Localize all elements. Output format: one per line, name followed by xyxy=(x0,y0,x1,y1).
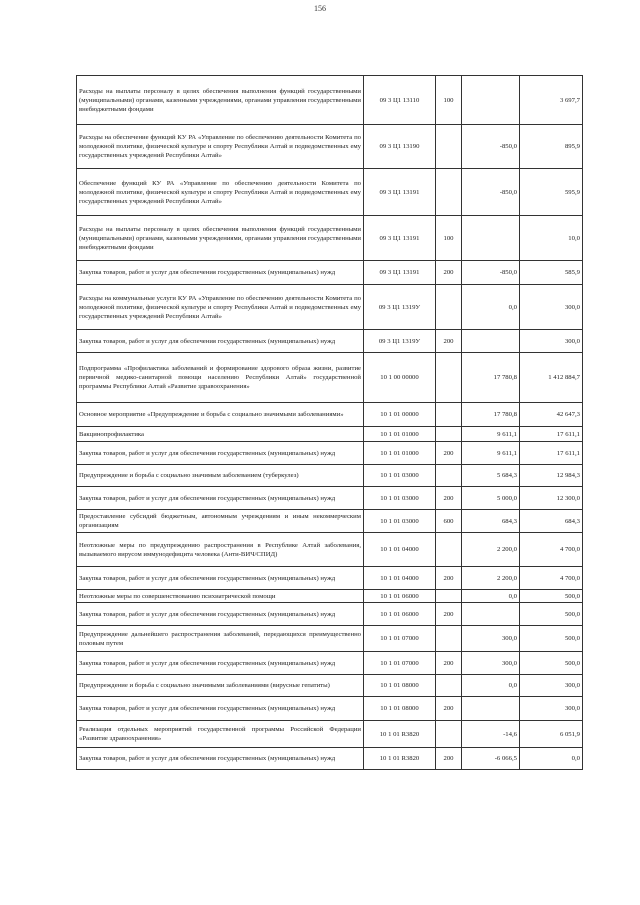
row-change-cell: 5 684,3 xyxy=(462,465,520,487)
row-name-cell: Обеспечение функций КУ РА «Управление по обеспечению деятельности Комитета по молодежной политике, физической культуре и спорту Республики Алтай и подведомственных ему государственных учреждений Республики Алтай» xyxy=(77,169,364,216)
row-code-cell: 10 1 01 07000 xyxy=(364,652,436,675)
page-number: 156 xyxy=(314,4,326,13)
row-expense-type-cell: 200 xyxy=(436,603,462,626)
row-change-cell: 2 200,0 xyxy=(462,533,520,567)
row-total-cell: 6 051,9 xyxy=(520,721,583,748)
row-total-cell: 500,0 xyxy=(520,652,583,675)
row-expense-type-cell xyxy=(436,626,462,652)
row-code-cell: 09 3 Ц1 1319У xyxy=(364,330,436,353)
row-code-cell: 09 3 Ц1 13191 xyxy=(364,261,436,285)
row-change-cell: 0,0 xyxy=(462,590,520,603)
row-name-cell: Неотложные меры по предупреждению распространения в Республике Алтай заболевания, вызываемого вирусом иммунодефицита человека (Анти-ВИЧ/СПИД) xyxy=(77,533,364,567)
row-expense-type-cell: 200 xyxy=(436,487,462,510)
row-change-cell xyxy=(462,330,520,353)
table-row xyxy=(77,125,583,169)
row-code-cell: 10 1 01 00000 xyxy=(364,403,436,427)
row-total-cell: 585,9 xyxy=(520,261,583,285)
budget-table xyxy=(76,75,583,770)
row-name-cell: Расходы на обеспечение функций КУ РА «Управление по обеспечению деятельности Комитета по молодежной политике, физической культуре и спорту Республики Алтай и подведомственных ему государственных учреждений Республики Алтай» xyxy=(77,125,364,169)
row-name-cell: Подпрограмма «Профилактика заболеваний и формирование здорового образа жизни, развитие первичной медико-санитарной помощи населению Республики Алтай» государственной программы Республики Алтай «Развитие здравоохранения» xyxy=(77,353,364,403)
row-code-cell: 10 1 01 04000 xyxy=(364,533,436,567)
row-name-cell: Реализация отдельных мероприятий государственной программы Российской Федерации «Развитие здравоохранения» xyxy=(77,721,364,748)
row-code-cell: 10 1 01 07000 xyxy=(364,626,436,652)
row-name-cell: Закупка товаров, работ и услуг для обеспечения государственных (муниципальных) нужд xyxy=(77,603,364,626)
row-total-cell: 895,9 xyxy=(520,125,583,169)
row-expense-type-cell xyxy=(436,169,462,216)
row-change-cell: 0,0 xyxy=(462,285,520,330)
row-change-cell xyxy=(462,76,520,125)
row-total-cell: 3 697,7 xyxy=(520,76,583,125)
row-name-cell: Предупреждение дальнейшего распространения заболеваний, передающихся преимущественно половым путем xyxy=(77,626,364,652)
table-row xyxy=(77,353,583,403)
row-code-cell: 10 1 01 03000 xyxy=(364,510,436,533)
row-expense-type-cell xyxy=(436,465,462,487)
table-row xyxy=(77,697,583,721)
row-name-cell: Расходы на выплаты персоналу в целях обеспечения выполнения функций государственными (муниципальными) органами, казенными учреждениями, органами управления государственными внебюджетными фондами xyxy=(77,216,364,261)
row-expense-type-cell xyxy=(436,675,462,697)
row-expense-type-cell xyxy=(436,353,462,403)
row-total-cell: 4 700,0 xyxy=(520,533,583,567)
row-expense-type-cell xyxy=(436,125,462,169)
row-total-cell: 300,0 xyxy=(520,285,583,330)
row-change-cell xyxy=(462,697,520,721)
row-change-cell: 9 611,1 xyxy=(462,427,520,442)
row-change-cell: 17 780,8 xyxy=(462,403,520,427)
table-row xyxy=(77,603,583,626)
row-name-cell: Расходы на выплаты персоналу в целях обеспечения выполнения функций государственными (муниципальными) органами, казенными учреждениями, органами управления государственными внебюджетными фондами xyxy=(77,76,364,125)
row-expense-type-cell xyxy=(436,285,462,330)
row-total-cell: 10,0 xyxy=(520,216,583,261)
row-code-cell: 10 1 00 00000 xyxy=(364,353,436,403)
row-code-cell: 10 1 01 01000 xyxy=(364,442,436,465)
row-change-cell: 300,0 xyxy=(462,626,520,652)
row-name-cell: Закупка товаров, работ и услуг для обеспечения государственных (муниципальных) нужд xyxy=(77,442,364,465)
row-expense-type-cell: 200 xyxy=(436,652,462,675)
row-total-cell: 12 984,3 xyxy=(520,465,583,487)
row-name-cell: Закупка товаров, работ и услуг для обеспечения государственных (муниципальных) нужд xyxy=(77,261,364,285)
row-total-cell: 1 412 884,7 xyxy=(520,353,583,403)
row-expense-type-cell: 200 xyxy=(436,748,462,770)
table-row xyxy=(77,403,583,427)
row-change-cell: -850,0 xyxy=(462,169,520,216)
row-total-cell: 17 611,1 xyxy=(520,427,583,442)
row-code-cell: 10 1 01 04000 xyxy=(364,567,436,590)
row-change-cell: 9 611,1 xyxy=(462,442,520,465)
row-total-cell: 595,9 xyxy=(520,169,583,216)
row-expense-type-cell xyxy=(436,427,462,442)
row-total-cell: 300,0 xyxy=(520,697,583,721)
table-row xyxy=(77,465,583,487)
row-code-cell: 10 1 01 R3820 xyxy=(364,748,436,770)
row-total-cell: 300,0 xyxy=(520,330,583,353)
table-row xyxy=(77,330,583,353)
row-total-cell: 500,0 xyxy=(520,590,583,603)
table-row xyxy=(77,261,583,285)
row-expense-type-cell xyxy=(436,533,462,567)
row-name-cell: Расходы на коммунальные услуги КУ РА «Управление по обеспечению деятельности Комитета по молодежной политике, физической культуре и спорту Республики Алтай и подведомственных ему государственных учреждений Республики Алтай» xyxy=(77,285,364,330)
row-name-cell: Закупка товаров, работ и услуг для обеспечения государственных (муниципальных) нужд xyxy=(77,748,364,770)
table-row xyxy=(77,442,583,465)
row-change-cell: -850,0 xyxy=(462,261,520,285)
row-change-cell: -14,6 xyxy=(462,721,520,748)
table-row xyxy=(77,652,583,675)
row-code-cell: 09 3 Ц1 13190 xyxy=(364,125,436,169)
row-change-cell: 684,3 xyxy=(462,510,520,533)
row-code-cell: 10 1 01 08000 xyxy=(364,697,436,721)
row-name-cell: Вакцинопрофилактика xyxy=(77,427,364,442)
row-name-cell: Неотложные меры по совершенствованию психиатрической помощи xyxy=(77,590,364,603)
row-total-cell: 684,3 xyxy=(520,510,583,533)
row-code-cell: 10 1 01 R3820 xyxy=(364,721,436,748)
row-name-cell: Закупка товаров, работ и услуг для обеспечения государственных (муниципальных) нужд xyxy=(77,697,364,721)
table-row xyxy=(77,169,583,216)
row-total-cell: 4 700,0 xyxy=(520,567,583,590)
row-name-cell: Закупка товаров, работ и услуг для обеспечения государственных (муниципальных) нужд xyxy=(77,330,364,353)
row-name-cell: Закупка товаров, работ и услуг для обеспечения государственных (муниципальных) нужд xyxy=(77,487,364,510)
row-expense-type-cell xyxy=(436,721,462,748)
row-total-cell: 500,0 xyxy=(520,626,583,652)
row-name-cell: Предупреждение и борьба с социально значимым заболеванием (туберкулез) xyxy=(77,465,364,487)
row-expense-type-cell: 200 xyxy=(436,330,462,353)
table-row xyxy=(77,427,583,442)
row-change-cell xyxy=(462,603,520,626)
row-code-cell: 10 1 01 03000 xyxy=(364,465,436,487)
table-row xyxy=(77,216,583,261)
row-name-cell: Закупка товаров, работ и услуг для обеспечения государственных (муниципальных) нужд xyxy=(77,567,364,590)
table-row xyxy=(77,675,583,697)
row-expense-type-cell xyxy=(436,590,462,603)
table-row xyxy=(77,533,583,567)
row-code-cell: 10 1 01 06000 xyxy=(364,590,436,603)
row-name-cell: Предупреждение и борьба с социально значимыми заболеваниями (вирусные гепатиты) xyxy=(77,675,364,697)
row-total-cell: 500,0 xyxy=(520,603,583,626)
row-expense-type-cell: 200 xyxy=(436,697,462,721)
table-row xyxy=(77,76,583,125)
row-code-cell: 09 3 Ц1 13191 xyxy=(364,216,436,261)
row-name-cell: Закупка товаров, работ и услуг для обеспечения государственных (муниципальных) нужд xyxy=(77,652,364,675)
row-change-cell: 0,0 xyxy=(462,675,520,697)
row-change-cell xyxy=(462,216,520,261)
row-change-cell: -6 066,5 xyxy=(462,748,520,770)
row-code-cell: 09 3 Ц1 13110 xyxy=(364,76,436,125)
table-row xyxy=(77,510,583,533)
row-expense-type-cell: 100 xyxy=(436,216,462,261)
table-row xyxy=(77,567,583,590)
row-total-cell: 0,0 xyxy=(520,748,583,770)
row-code-cell: 10 1 01 08000 xyxy=(364,675,436,697)
row-total-cell: 42 647,3 xyxy=(520,403,583,427)
row-code-cell: 10 1 01 03000 xyxy=(364,487,436,510)
row-expense-type-cell xyxy=(436,403,462,427)
table-row xyxy=(77,590,583,603)
row-change-cell: 5 000,0 xyxy=(462,487,520,510)
row-code-cell: 09 3 Ц1 1319У xyxy=(364,285,436,330)
row-code-cell: 10 1 01 01000 xyxy=(364,427,436,442)
table-row xyxy=(77,626,583,652)
row-name-cell: Предоставление субсидий бюджетным, автономным учреждениям и иным некоммерческим организациям xyxy=(77,510,364,533)
table-row xyxy=(77,487,583,510)
row-expense-type-cell: 100 xyxy=(436,76,462,125)
row-change-cell: -850,0 xyxy=(462,125,520,169)
row-expense-type-cell: 200 xyxy=(436,442,462,465)
row-code-cell: 09 3 Ц1 13191 xyxy=(364,169,436,216)
budget-table-body xyxy=(77,76,583,770)
table-row xyxy=(77,721,583,748)
row-change-cell: 300,0 xyxy=(462,652,520,675)
row-expense-type-cell: 200 xyxy=(436,567,462,590)
row-total-cell: 12 300,0 xyxy=(520,487,583,510)
row-name-cell: Основное мероприятие «Предупреждение и борьба с социально значимыми заболеваниями» xyxy=(77,403,364,427)
row-total-cell: 300,0 xyxy=(520,675,583,697)
table-row xyxy=(77,748,583,770)
row-code-cell: 10 1 01 06000 xyxy=(364,603,436,626)
table-row xyxy=(77,285,583,330)
row-expense-type-cell: 600 xyxy=(436,510,462,533)
row-change-cell: 17 780,8 xyxy=(462,353,520,403)
row-expense-type-cell: 200 xyxy=(436,261,462,285)
row-total-cell: 17 611,1 xyxy=(520,442,583,465)
row-change-cell: 2 200,0 xyxy=(462,567,520,590)
